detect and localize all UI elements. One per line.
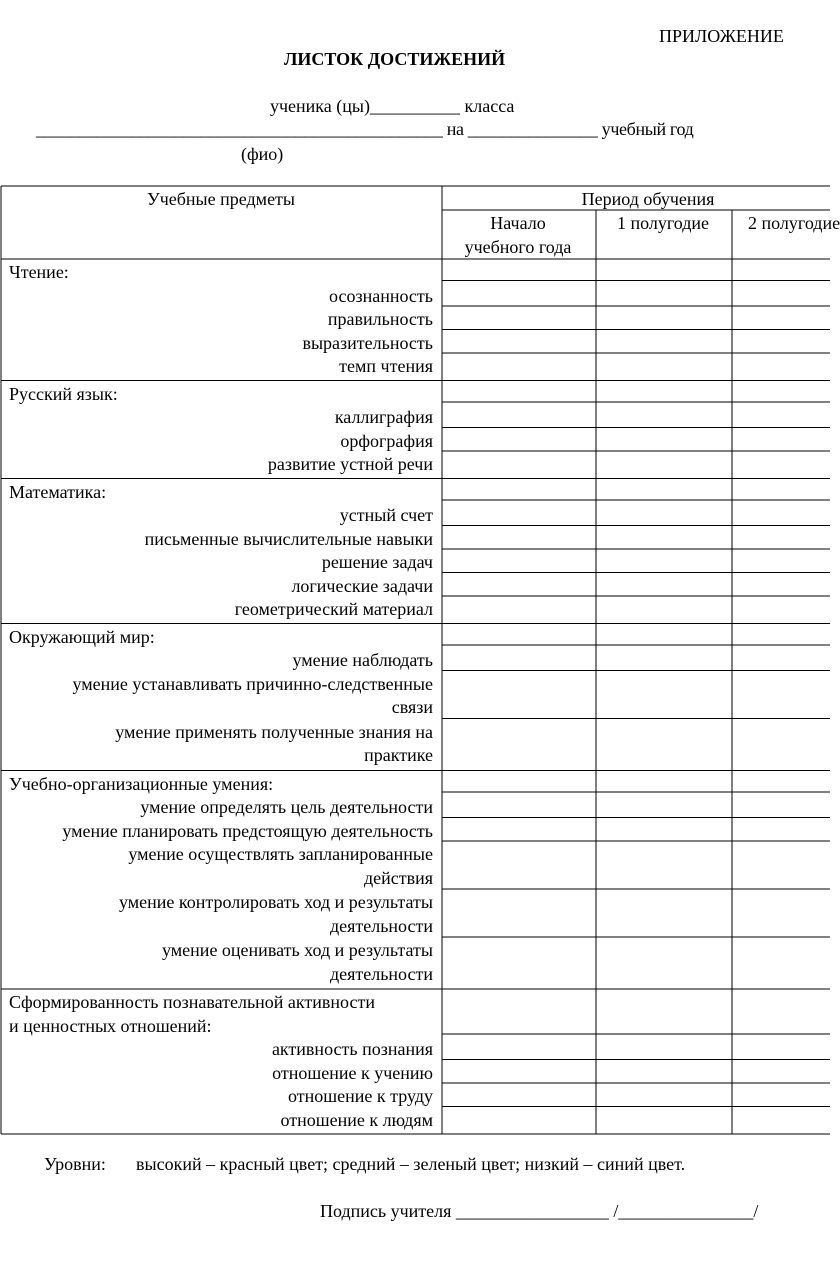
criterion-label: орфография <box>340 430 433 451</box>
teacher-signature-line: Подпись учителя _________________ /_______________/ <box>320 1201 759 1221</box>
page-title: ЛИСТОК ДОСТИЖЕНИЙ <box>284 49 506 69</box>
criterion-label: умение осуществлять запланированные <box>128 844 433 864</box>
header-start-of-year: учебного года <box>464 237 572 257</box>
criterion-label: умение планировать предстоящую деятельность <box>62 820 433 841</box>
fio-label: (фио) <box>241 144 284 164</box>
criterion-label: устный счет <box>339 505 433 525</box>
criterion-label: связи <box>391 697 433 717</box>
section-title: Окружающий мир: <box>9 626 155 647</box>
criterion-label: умение оценивать ход и результаты <box>162 940 433 960</box>
student-class-line: ученика (цы)__________ класса <box>270 96 515 116</box>
criterion-label: деятельности <box>329 963 433 984</box>
header-first-half: 1 полугодие <box>616 213 710 233</box>
criterion-label: умение определять цель деятельности <box>140 797 433 817</box>
criterion-label: отношение к людям <box>280 1109 433 1130</box>
criterion-label: действия <box>363 867 433 888</box>
criterion-label: отношение к труду <box>288 1086 433 1106</box>
criterion-label: практике <box>364 745 433 765</box>
criterion-label: правильность <box>327 309 433 329</box>
criterion-label: умение устанавливать причинно-следственные <box>72 673 433 694</box>
levels-legend: высокий – красный цвет; средний – зеленый цвет; низкий – синий цвет. <box>136 1154 686 1174</box>
criterion-label: умение применять полученные знания на <box>115 721 433 742</box>
criterion-label: умение наблюдать <box>292 650 433 670</box>
section-title: Сформированность познавательной активности <box>9 992 375 1012</box>
section-title: Математика: <box>9 481 107 502</box>
criterion-label: отношение к учению <box>272 1062 433 1083</box>
section-title: Чтение: <box>9 262 69 282</box>
criterion-label: письменные вычислительные навыки <box>144 528 433 549</box>
student-name-year-line: _______________________________________________ на _______________ учебный год <box>36 119 694 139</box>
criterion-label: выразительность <box>302 332 433 353</box>
section-title: Учебно-организационные умения: <box>9 773 274 794</box>
criterion-label: геометрический материал <box>234 599 433 619</box>
criterion-label: темп чтения <box>339 356 433 376</box>
header-second-half: 2 полугодие <box>748 213 840 233</box>
criterion-label: активность познания <box>271 1039 433 1059</box>
criterion-label: умение контролировать ход и результаты <box>119 892 433 912</box>
section-title: Русский язык: <box>9 383 118 404</box>
criterion-label: каллиграфия <box>334 407 433 427</box>
criterion-label: деятельности <box>329 915 433 936</box>
criterion-label: развитие устной речи <box>267 454 433 474</box>
criterion-label: решение задач <box>321 552 433 572</box>
appendix-label: ПРИЛОЖЕНИЕ <box>659 26 784 46</box>
header-start-of-year: Начало <box>490 213 546 233</box>
header-period: Период обучения <box>581 189 715 209</box>
levels-label: Уровни: <box>44 1154 106 1174</box>
section-title: и ценностных отношений: <box>9 1015 212 1036</box>
criterion-label: осознанность <box>329 285 433 306</box>
header-subjects: Учебные предметы <box>146 189 296 209</box>
criterion-label: логические задачи <box>291 575 433 596</box>
